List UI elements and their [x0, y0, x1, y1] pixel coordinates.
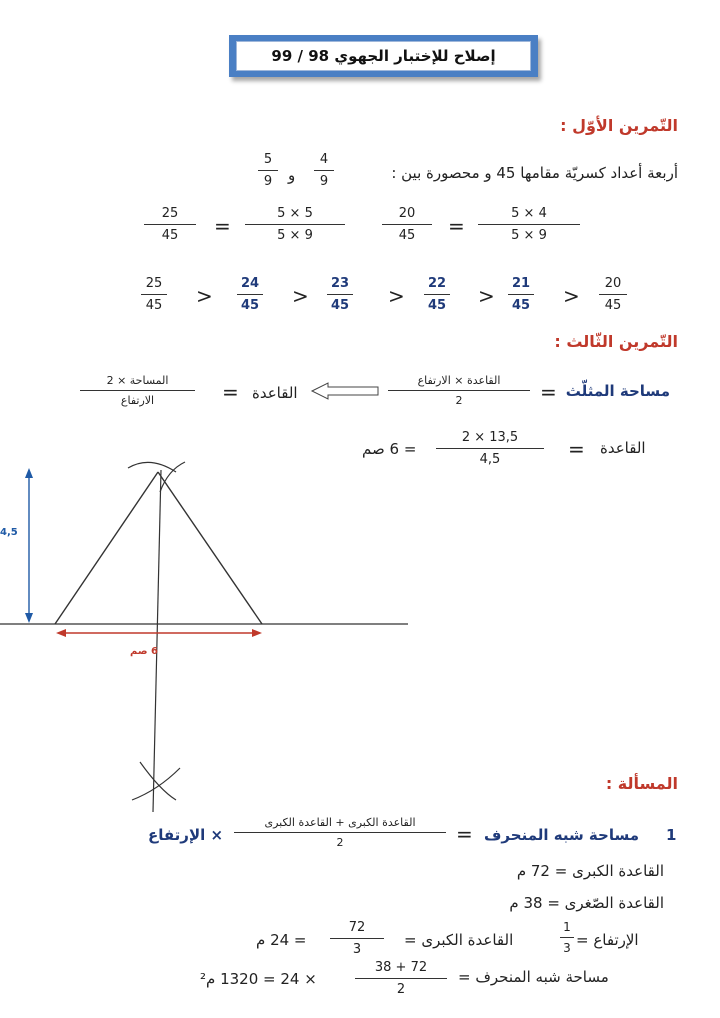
- and-word: و: [288, 166, 296, 184]
- chain-22: 22 45: [424, 276, 450, 313]
- trapezoid-formula-label: مساحة شبه المنحرف: [484, 826, 640, 844]
- arrow-head-icon: [252, 629, 262, 637]
- base-calc-label: القاعدة: [600, 439, 646, 457]
- base-length-label: 6 صم: [130, 646, 158, 657]
- triangle-area-label: مساحة المثلّث: [565, 382, 670, 400]
- trapezoid-formula-fraction: القاعدة الكبرى + القاعدة الكبرى 2: [234, 816, 446, 849]
- apex-arc: [128, 462, 176, 472]
- arrow-head-icon: [25, 468, 33, 478]
- equals-sign: =: [540, 380, 557, 404]
- one-third-fraction: 1 3: [560, 920, 574, 955]
- chain-23: 23 45: [327, 276, 353, 313]
- fraction-5-9: 5 9: [258, 152, 278, 189]
- gt-sign: >: [478, 284, 495, 308]
- triangle-right-side: [158, 472, 262, 624]
- exercise-1-heading: التّمرين الأوّل :: [560, 116, 678, 135]
- chain-20: 20 45: [599, 276, 627, 313]
- equals-sign: =: [456, 822, 473, 846]
- height-result: = 24 م: [256, 931, 307, 949]
- left-arrow-icon: [312, 383, 378, 399]
- chain-24: 24 45: [237, 276, 263, 313]
- fraction-4-9: 4 9: [314, 152, 334, 189]
- triangle-area-fraction: القاعدة × الارتفاع 2: [388, 374, 530, 407]
- bottom-arc: [132, 768, 180, 800]
- gt-sign: >: [196, 284, 213, 308]
- times-height: × الإرتفاع: [148, 826, 224, 844]
- problem-heading: المسألة :: [605, 774, 678, 793]
- step-number: 1: [666, 826, 677, 844]
- bisector-line: [153, 470, 161, 812]
- base-calc-fraction: 2 × 13,5 4,5: [436, 430, 544, 467]
- base-formula-fraction: المساحة × 2 الارتفاع: [80, 374, 195, 407]
- eq2-lhs: 25 45: [144, 206, 196, 243]
- exercise-1-statement: أربعة أعداد كسريّة مقامها 45 و محصورة بين :: [391, 164, 678, 182]
- equals-sign: =: [448, 214, 465, 238]
- triangle-left-side: [55, 472, 158, 624]
- gt-sign: >: [292, 284, 309, 308]
- arrow-head-icon: [25, 613, 33, 623]
- base-calc-result: = 6 صم: [362, 440, 417, 458]
- height-mid-text: القاعدة الكبرى =: [404, 931, 514, 949]
- small-base-value: القاعدة الصّغرى = 38 م: [509, 894, 664, 912]
- exercise-3-heading: التّمرين الثّالث :: [554, 332, 678, 351]
- height-label-text: الإرتفاع =: [576, 931, 639, 949]
- big-base-value: القاعدة الكبرى = 72 م: [516, 862, 664, 880]
- gt-sign: >: [388, 284, 405, 308]
- chain-21: 21 45: [508, 276, 534, 313]
- arrow-head-icon: [56, 629, 66, 637]
- equals-sign: =: [222, 380, 239, 404]
- gt-sign: >: [563, 284, 580, 308]
- equals-sign: =: [214, 214, 231, 238]
- trapezoid-area-fraction: 38 + 72 2: [355, 960, 447, 997]
- trapezoid-area-result: × 24 = 1320 م²: [200, 970, 317, 988]
- equals-sign: =: [568, 437, 585, 461]
- eq1-lhs: 20 45: [382, 206, 432, 243]
- base-label: القاعدة: [252, 384, 298, 402]
- height-fraction: 72 3: [330, 920, 384, 957]
- trapezoid-area-label: مساحة شبه المنحرف =: [458, 968, 609, 986]
- eq2-rhs: 5 × 5 5 × 9: [245, 206, 345, 243]
- eq1-rhs: 5 × 4 5 × 9: [478, 206, 580, 243]
- apex-arc: [160, 462, 185, 492]
- chain-25: 25 45: [141, 276, 167, 313]
- height-label: 4,5: [0, 527, 18, 538]
- page-title: إصلاح للإختبار الجهوي 98 / 99: [236, 41, 531, 71]
